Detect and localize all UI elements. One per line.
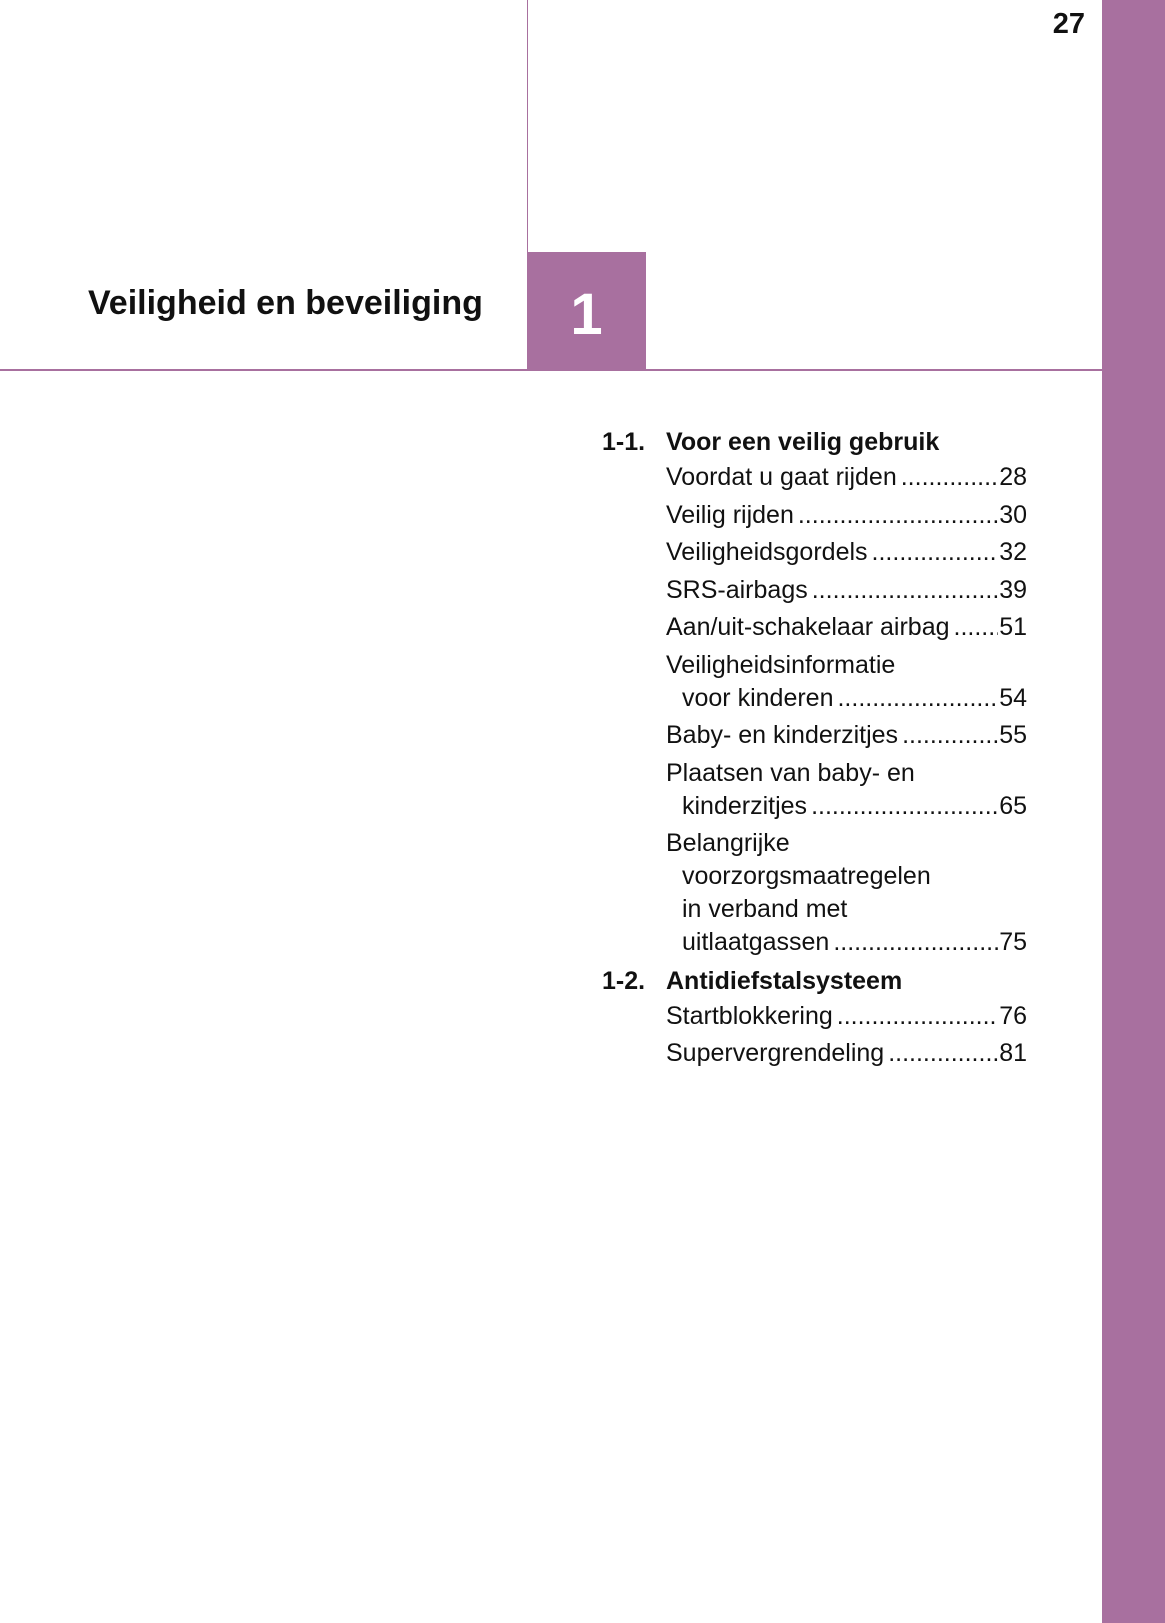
entry-label: Veiligheidsgordels <box>666 538 868 566</box>
dot-leader <box>837 682 998 715</box>
toc-section-heading[interactable] <box>602 964 1027 999</box>
entry-label: Voordat u gaat rijden <box>666 463 897 491</box>
toc-entry[interactable] <box>666 574 1027 607</box>
dot-leader <box>837 1000 998 1033</box>
entry-label-continued: kinderzitjes <box>682 791 808 820</box>
entry-label: Belangrijke <box>666 829 790 857</box>
entry-page: 76 <box>999 1001 1027 1030</box>
chapter-number: 1 <box>570 281 603 347</box>
entry-page: 30 <box>999 500 1027 529</box>
chapter-number-box <box>527 252 646 370</box>
toc-entry[interactable] <box>666 499 1027 532</box>
entry-page: 54 <box>999 683 1027 712</box>
entry-page: 75 <box>999 928 1027 956</box>
entry-label: Plaatsen van baby- en <box>666 758 915 787</box>
section-title: Voor een veilig gebruik <box>666 428 940 456</box>
toc-entry[interactable] <box>666 757 1027 823</box>
toc-entry[interactable] <box>666 536 1027 569</box>
toc-section-heading[interactable] <box>602 425 1027 460</box>
entry-label-continued: in verband met <box>682 895 848 923</box>
toc-entry[interactable] <box>666 649 1027 715</box>
entry-label: Veiligheidsinformatie <box>666 650 896 679</box>
entry-label-continued: uitlaatgassen <box>682 928 830 956</box>
entry-page: 65 <box>999 791 1027 820</box>
entry-label-continued: voorzorgsmaatregelen <box>682 862 931 890</box>
entry-label: Baby- en kinderzitjes <box>666 721 899 749</box>
section-title: Antidiefstalsysteem <box>666 966 903 995</box>
entry-page: 28 <box>999 463 1027 491</box>
entry-page: 81 <box>999 1039 1027 1067</box>
entry-page: 55 <box>999 721 1027 749</box>
table-of-contents <box>602 425 1027 1075</box>
section-number: 1-2. <box>602 966 646 995</box>
dot-leader <box>888 1037 998 1070</box>
entry-label: SRS-airbags <box>666 575 808 604</box>
dot-leader <box>811 790 998 823</box>
entry-page: 32 <box>999 538 1027 566</box>
entry-label-continued: voor kinderen <box>682 683 834 712</box>
section-number: 1-1. <box>602 428 646 456</box>
entry-label: Veilig rijden <box>666 500 794 529</box>
dot-leader <box>812 574 998 607</box>
divider-vertical <box>527 0 528 252</box>
toc-entry[interactable] <box>666 1037 1027 1070</box>
toc-entry[interactable] <box>666 461 1027 494</box>
dot-leader <box>954 611 999 644</box>
toc-entry[interactable] <box>666 1000 1027 1033</box>
dot-leader <box>872 536 999 569</box>
dot-leader <box>901 461 998 494</box>
entry-page: 51 <box>999 613 1027 641</box>
entry-label: Startblokkering <box>666 1001 833 1030</box>
dot-leader <box>902 719 998 752</box>
dot-leader <box>798 499 998 532</box>
dot-leader <box>833 926 998 959</box>
entry-page: 39 <box>999 575 1027 604</box>
chapter-title: Veiligheid en beveiliging <box>88 284 483 322</box>
toc-entry[interactable] <box>666 719 1027 752</box>
entry-label: Aan/uit-schakelaar airbag <box>666 613 950 641</box>
toc-entry[interactable] <box>666 611 1027 644</box>
page-number: 27 <box>1052 8 1085 40</box>
side-color-tab <box>1102 0 1165 1623</box>
entry-label: Supervergrendeling <box>666 1039 885 1067</box>
toc-entry[interactable] <box>666 827 1027 959</box>
